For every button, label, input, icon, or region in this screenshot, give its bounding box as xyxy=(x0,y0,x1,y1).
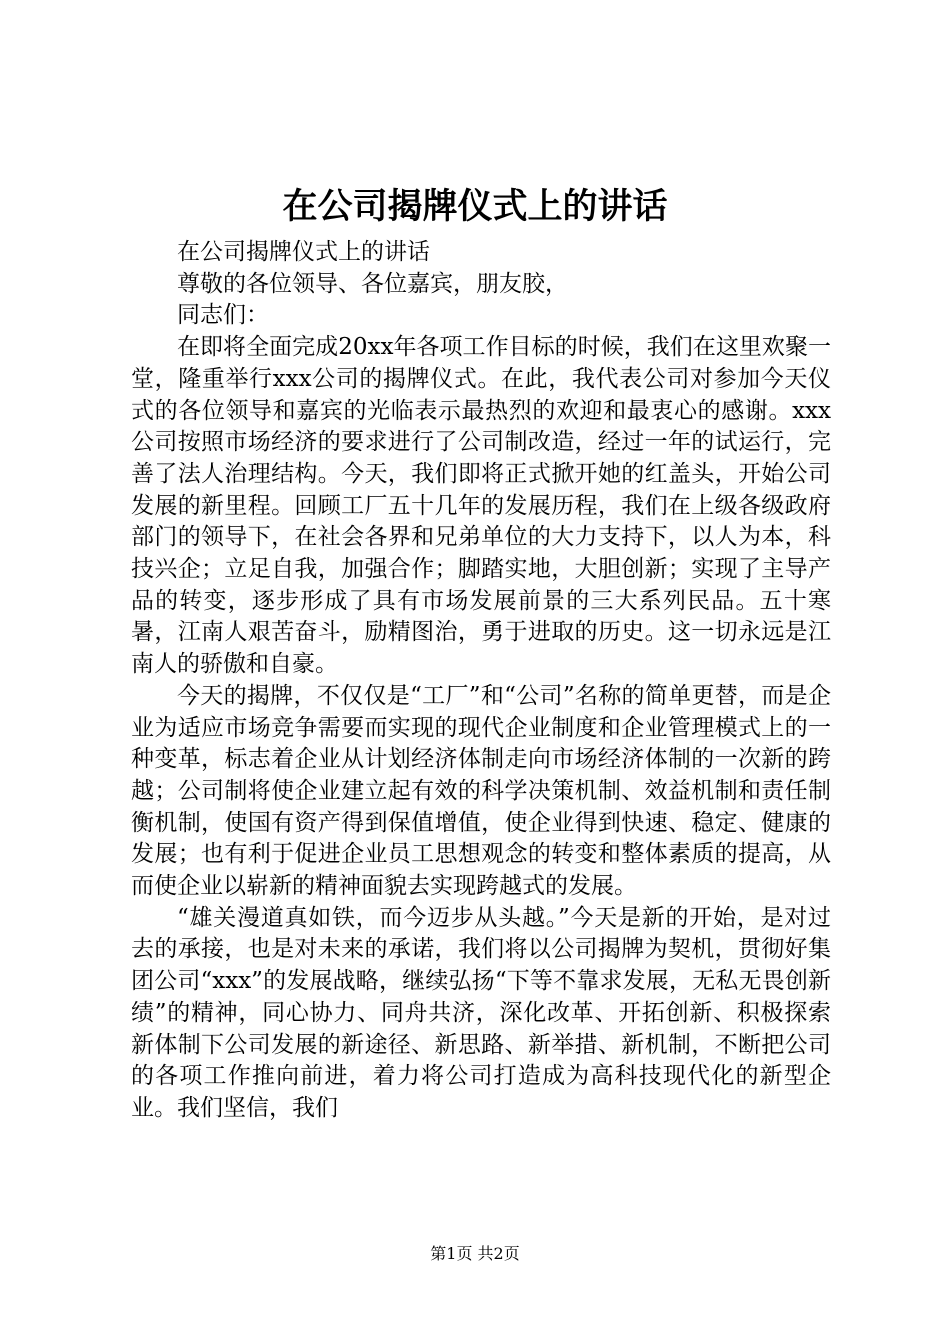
body-paragraph: “雄关漫道真如铁，而今迈步从头越。”今天是新的开始，是对过去的承接，也是对未来的承诺，我们将以公司揭牌为契机，贯彻好集团公司“xxx”的发展战略，继续弘扬“下等不靠求发展，无私无畏创新绩”的精神，同心协力、同舟共济，深化改革、开拓创新、积极探索新体制下公司发展的新途径、新思路、新举措、新机制，不断把公司的各项工作推向前进，着力将公司打造成为高科技现代化的新型企业。我们坚信，我们 xyxy=(131,904,831,1121)
body-paragraph-salutation: 同志们： xyxy=(177,302,269,329)
body-paragraph: 在即将全面完成20xx年各项工作目标的时候，我们在这里欢聚一堂，隆重举行xxx公司的揭牌仪式。在此，我代表公司对参加今天仪式的各位领导和嘉宾的光临表示最热烈的欢迎和最衷心的感谢。xxx公司按照市场经济的要求进行了公司制改造，经过一年的试运行，完善了法人治理结构。今天，我们即将正式掀开她的红盖头，开始公司发展的新里程。回顾工厂五十几年的发展历程，我们在上级各级政府部门的领导下，在社会各界和兄弟单位的大力支持下，以人为本，科技兴企；立足自我，加强合作；脚踏实地，大胆创新；实现了主导产品的转变，逐步形成了具有市场发展前景的三大系列民品。五十寒暑，江南人艰苦奋斗，励精图治，勇于进取的历史。这一切永远是江南人的骄傲和自豪。 xyxy=(131,334,831,678)
document-title: 在公司揭牌仪式上的讲话 xyxy=(282,186,668,227)
body-paragraph-subtitle: 在公司揭牌仪式上的讲话 xyxy=(177,239,430,265)
page-number-footer: 第1页 共2页 xyxy=(430,1244,520,1263)
body-paragraph-greeting: 尊敬的各位领导、各位嘉宾，朋友胶， xyxy=(177,270,568,297)
document-body xyxy=(131,237,831,1125)
body-paragraph: 今天的揭牌，不仅仅是“工厂”和“公司”名称的简单更替，而是企业为适应市场竞争需要而实现的现代企业制度和企业管理模式上的一种变革，标志着企业从计划经济体制走向市场经济体制的一次新的跨越；公司制将使企业建立起有效的科学决策机制、效益机制和责任制衡机制，使国有资产得到保值增值，使企业得到快速、稳定、健康的发展；也有利于促进企业员工思想观念的转变和整体素质的提高，从而使企业以崭新的精神面貌去实现跨越式的发展。 xyxy=(131,682,831,900)
